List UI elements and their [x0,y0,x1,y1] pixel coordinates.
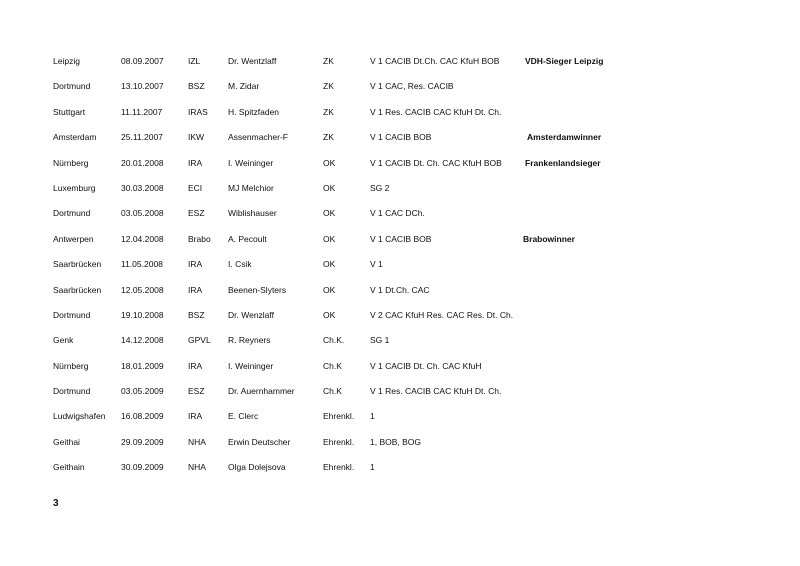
result-cell: V 2 CAC KfuH Res. CAC Res. Dt. Ch. [370,309,514,320]
show-cell: NHA [188,436,206,447]
date-cell: 03.05.2008 [121,208,164,219]
show-cell: IRA [188,284,203,295]
show-cell: IRA [188,411,203,422]
class-cell: OK [323,233,336,244]
date-cell: 14.12.2008 [121,335,164,346]
city-cell: Geithain [53,462,85,473]
show-cell: IRA [188,259,203,270]
judge-cell: H. Spitzfaden [228,106,280,117]
judge-cell: Olga Dolejsova [228,462,286,473]
class-cell: OK [323,309,336,320]
city-cell: Leipzig [53,56,80,66]
result-cell: V 1 CACIB BOB [370,132,432,143]
show-cell: BSZ [188,81,205,92]
judge-cell: Assenmacher-F [228,132,288,143]
city-cell: Luxemburg [53,182,96,193]
class-cell: Ehrenkl. [323,411,355,422]
result-cell: SG 2 [370,182,390,193]
result-cell: V 1 Res. CACIB CAC KfuH Dt. Ch. [370,106,502,117]
class-cell: Ch.K. [323,335,345,346]
date-cell: 25.11.2007 [121,132,163,143]
date-cell: 20.01.2008 [121,157,164,168]
judge-cell: MJ Melchior [228,182,274,193]
class-cell: ZK [323,106,334,117]
judge-cell: Dr. Wenzlaff [228,309,274,320]
result-cell: V 1 CACIB Dt.Ch. CAC KfuH BOB [370,56,500,66]
show-cell: Brabo [188,233,211,244]
show-cell: IKW [188,132,205,143]
city-cell: Amsterdam [53,132,97,143]
city-cell: Saarbrücken [53,259,102,270]
show-cell: ESZ [188,208,205,219]
show-cell: NHA [188,462,206,473]
date-cell: 11.11.2007 [121,106,163,117]
result-cell: V 1 Dt.Ch. CAC [370,284,430,295]
show-cell: BSZ [188,309,205,320]
class-cell: Ehrenkl. [323,462,355,473]
date-cell: 29.09.2009 [121,436,164,447]
date-cell: 19.10.2008 [121,309,164,320]
city-cell: Geithai [53,436,80,447]
result-cell: V 1 CACIB Dt. Ch. CAC KfuH [370,360,482,371]
title-cell: Brabowinner [523,233,575,244]
class-cell: ZK [323,81,334,92]
class-cell: ZK [323,56,334,66]
show-cell: IRAS [188,106,208,117]
date-cell: 18.01.2009 [121,360,164,371]
show-cell: ECI [188,182,203,193]
date-cell: 30.03.2008 [121,182,164,193]
city-cell: Antwerpen [53,233,94,244]
result-cell: V 1 [370,259,383,270]
date-cell: 16.08.2009 [121,411,164,422]
title-cell: Amsterdamwinner [527,132,602,143]
judge-cell: I. Csik [228,259,252,270]
date-cell: 03.05.2009 [121,386,164,397]
judge-cell: I. Weininger [228,360,274,371]
show-cell: IRA [188,360,203,371]
city-cell: Dortmund [53,81,91,92]
city-cell: Stuttgart [53,106,86,117]
show-cell: ESZ [188,386,205,397]
judge-cell: E. Clerc [228,411,259,422]
show-cell: GPVL [188,335,211,346]
judge-cell: R. Reyners [228,335,271,346]
result-cell: V 1 CAC, Res. CACIB [370,81,454,92]
date-cell: 30.09.2009 [121,462,164,473]
result-cell: V 1 CACIB BOB [370,233,432,244]
city-cell: Nürnberg [53,360,89,371]
judge-cell: Beenen-Slyters [228,284,287,295]
judge-cell: M. Zidar [228,81,260,92]
page-number: 3 [53,498,59,509]
class-cell: ZK [323,132,334,143]
date-cell: 11.05.2008 [121,259,163,270]
date-cell: 12.05.2008 [121,284,164,295]
title-cell: Frankenlandsieger [525,157,601,168]
result-cell: 1 [370,462,375,473]
date-cell: 12.04.2008 [121,233,164,244]
city-cell: Genk [53,335,74,346]
class-cell: OK [323,284,336,295]
class-cell: Ch.K [323,386,342,397]
class-cell: Ehrenkl. [323,436,355,447]
class-cell: OK [323,182,336,193]
class-cell: OK [323,259,336,270]
city-cell: Dortmund [53,208,91,219]
result-cell: SG 1 [370,335,390,346]
class-cell: OK [323,157,336,168]
class-cell: Ch.K [323,360,342,371]
title-cell: VDH-Sieger Leipzig [525,56,604,66]
city-cell: Saarbrücken [53,284,102,295]
judge-cell: Erwin Deutscher [228,436,291,447]
show-cell: IRA [188,157,203,168]
date-cell: 08.09.2007 [121,56,164,66]
result-cell: 1, BOB, BOG [370,436,422,447]
city-cell: Dortmund [53,309,91,320]
result-cell: V 1 CAC DCh. [370,208,425,219]
judge-cell: Wiblishauser [228,208,277,219]
result-cell: V 1 Res. CACIB CAC KfuH Dt. Ch. [370,386,502,397]
city-cell: Nürnberg [53,157,89,168]
judge-cell: Dr. Auernhammer [228,386,295,397]
judge-cell: A. Pecoult [228,233,267,244]
judge-cell: Dr. Wentzlaff [228,56,277,66]
class-cell: OK [323,208,336,219]
result-cell: V 1 CACIB Dt. Ch. CAC KfuH BOB [370,157,502,168]
date-cell: 13.10.2007 [121,81,164,92]
result-cell: 1 [370,411,375,422]
show-cell: IZL [188,56,201,66]
judge-cell: I. Weininger [228,157,274,168]
city-cell: Ludwigshafen [53,411,106,422]
city-cell: Dortmund [53,386,91,397]
